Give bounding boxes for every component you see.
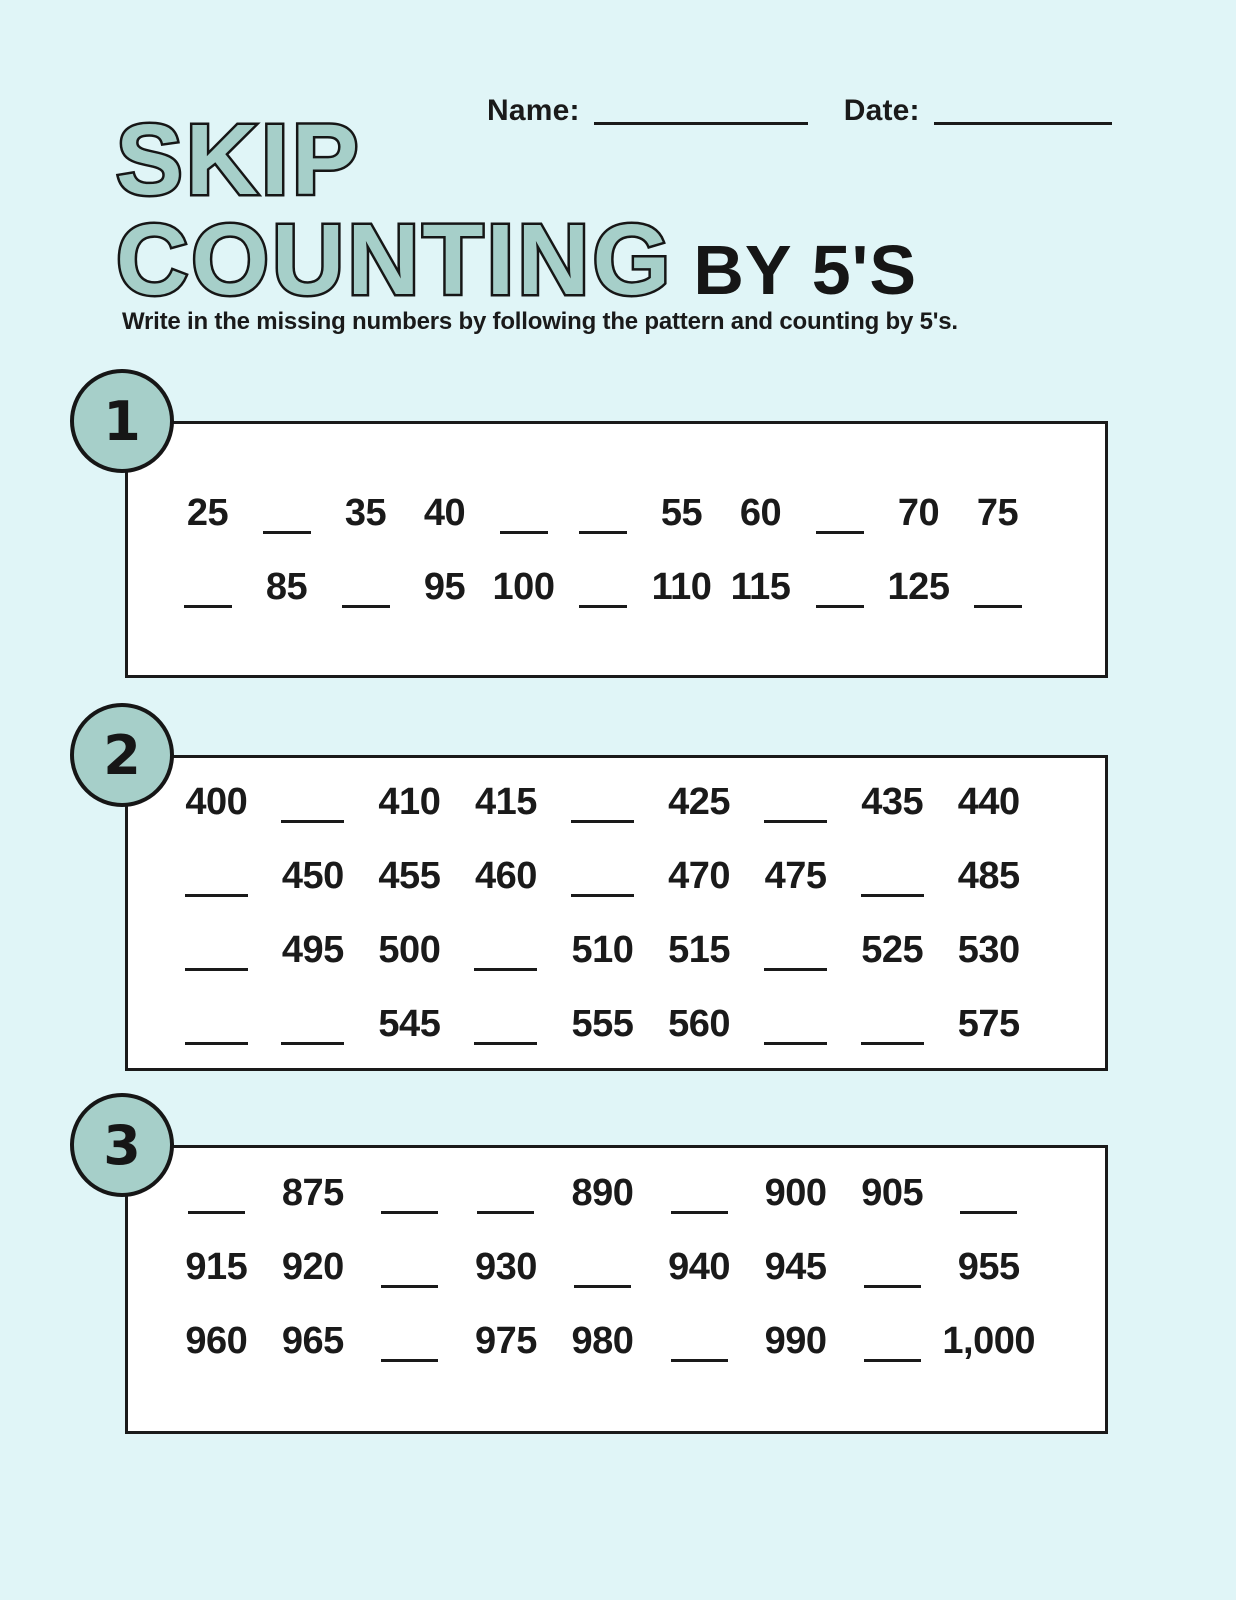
blank-cell bbox=[168, 1002, 265, 1046]
answer-blank bbox=[816, 605, 864, 608]
number-cell bbox=[265, 1171, 362, 1215]
blank-cell bbox=[168, 928, 265, 972]
blank-cell bbox=[326, 565, 405, 609]
number-value: 35 bbox=[344, 491, 387, 534]
answer-blank bbox=[185, 968, 248, 971]
answer-blank bbox=[960, 1211, 1017, 1214]
number-value: 110 bbox=[651, 565, 712, 608]
number-cell bbox=[747, 1319, 844, 1363]
blank-cell bbox=[844, 1002, 941, 1046]
number-value: 400 bbox=[185, 781, 248, 824]
number-value: 85 bbox=[265, 565, 308, 608]
number-value: 960 bbox=[185, 1320, 248, 1363]
number-cell bbox=[405, 565, 484, 609]
worksheet-box-2 bbox=[125, 755, 1108, 1071]
number-value: 455 bbox=[378, 855, 441, 898]
blank-cell bbox=[747, 780, 844, 824]
number-cell bbox=[958, 491, 1037, 535]
worksheet-section-3 bbox=[103, 1113, 1108, 1434]
answer-blank bbox=[574, 1285, 631, 1288]
number-cell bbox=[265, 1245, 362, 1289]
number-cell bbox=[361, 1002, 458, 1046]
number-cell bbox=[747, 1171, 844, 1215]
answer-blank bbox=[764, 1042, 827, 1045]
blank-cell bbox=[554, 780, 651, 824]
answer-blank bbox=[263, 531, 311, 534]
blank-cell bbox=[168, 854, 265, 898]
title-line2-solid: BY 5'S bbox=[693, 231, 918, 309]
blank-cell bbox=[554, 854, 651, 898]
answer-blank bbox=[671, 1359, 728, 1362]
number-cell bbox=[168, 491, 247, 535]
number-value: 955 bbox=[957, 1246, 1020, 1289]
number-cell bbox=[879, 491, 958, 535]
answer-blank bbox=[764, 968, 827, 971]
answer-blank bbox=[185, 1042, 248, 1045]
number-value: 95 bbox=[423, 565, 466, 608]
blank-cell bbox=[458, 928, 555, 972]
number-value: 975 bbox=[474, 1320, 537, 1363]
number-cell bbox=[642, 565, 721, 609]
number-value: 470 bbox=[668, 855, 730, 898]
number-value: 40 bbox=[423, 491, 466, 534]
date-label: Date: bbox=[843, 94, 920, 127]
answer-blank bbox=[281, 1042, 344, 1045]
title-line1: SKIP bbox=[116, 104, 362, 216]
number-cell bbox=[940, 854, 1037, 898]
number-value: 25 bbox=[186, 491, 229, 534]
blank-cell bbox=[747, 1002, 844, 1046]
number-cell bbox=[554, 928, 651, 972]
blank-cell bbox=[554, 1245, 651, 1289]
blank-cell bbox=[844, 854, 941, 898]
answer-blank bbox=[381, 1285, 438, 1288]
blank-cell bbox=[844, 1245, 941, 1289]
blank-cell bbox=[940, 1171, 1037, 1215]
blank-cell bbox=[247, 491, 326, 535]
number-value: 530 bbox=[957, 929, 1020, 972]
blank-cell bbox=[458, 1002, 555, 1046]
number-row bbox=[168, 854, 1037, 898]
answer-blank bbox=[381, 1211, 438, 1214]
number-cell bbox=[361, 780, 458, 824]
number-value: 560 bbox=[668, 1003, 730, 1046]
blank-cell bbox=[800, 491, 879, 535]
number-value: 1,000 bbox=[942, 1320, 1036, 1363]
number-value: 930 bbox=[474, 1246, 537, 1289]
number-row bbox=[168, 780, 1037, 824]
number-cell bbox=[940, 1245, 1037, 1289]
number-value: 485 bbox=[957, 855, 1020, 898]
number-cell bbox=[554, 1319, 651, 1363]
number-row bbox=[168, 1319, 1037, 1363]
answer-blank bbox=[861, 894, 924, 897]
number-value: 500 bbox=[378, 929, 441, 972]
answer-blank bbox=[571, 894, 634, 897]
number-cell bbox=[721, 565, 800, 609]
number-cell bbox=[747, 1245, 844, 1289]
answer-blank bbox=[185, 894, 248, 897]
number-cell bbox=[361, 928, 458, 972]
number-value: 100 bbox=[492, 565, 555, 608]
number-cell bbox=[879, 565, 958, 609]
number-value: 70 bbox=[897, 491, 940, 534]
number-value: 435 bbox=[861, 781, 924, 824]
section-number-badge: 1 bbox=[70, 369, 174, 473]
number-cell bbox=[844, 928, 941, 972]
answer-blank bbox=[184, 605, 232, 608]
number-value: 425 bbox=[668, 781, 730, 824]
number-cell bbox=[651, 1245, 748, 1289]
answer-blank bbox=[671, 1211, 728, 1214]
answer-blank bbox=[579, 605, 627, 608]
blank-cell bbox=[651, 1171, 748, 1215]
number-value: 545 bbox=[378, 1003, 441, 1046]
name-label: Name: bbox=[487, 94, 580, 127]
instructions-text: Write in the missing numbers by following the pattern and counting by 5's. bbox=[122, 308, 958, 335]
answer-blank bbox=[281, 820, 344, 823]
number-cell bbox=[940, 780, 1037, 824]
number-value: 440 bbox=[957, 781, 1020, 824]
number-value: 415 bbox=[474, 781, 537, 824]
worksheet-box-1 bbox=[125, 421, 1108, 678]
answer-blank bbox=[974, 605, 1022, 608]
answer-blank bbox=[477, 1211, 534, 1214]
blank-cell bbox=[747, 928, 844, 972]
worksheet-section-1 bbox=[103, 389, 1108, 678]
blank-cell bbox=[458, 1171, 555, 1215]
blank-cell bbox=[651, 1319, 748, 1363]
title-line2 bbox=[116, 204, 918, 316]
answer-blank bbox=[381, 1359, 438, 1362]
number-cell bbox=[405, 491, 484, 535]
blank-cell bbox=[265, 780, 362, 824]
number-row bbox=[168, 565, 1037, 609]
number-row bbox=[168, 1245, 1037, 1289]
number-value: 55 bbox=[660, 491, 703, 534]
blank-cell bbox=[563, 491, 642, 535]
answer-blank bbox=[764, 820, 827, 823]
number-value: 115 bbox=[730, 565, 791, 608]
number-value: 555 bbox=[571, 1003, 634, 1046]
answer-blank bbox=[571, 820, 634, 823]
number-row bbox=[168, 928, 1037, 972]
number-value: 525 bbox=[861, 929, 924, 972]
answer-blank bbox=[474, 968, 537, 971]
number-cell bbox=[651, 928, 748, 972]
number-value: 990 bbox=[764, 1320, 827, 1363]
number-value: 980 bbox=[571, 1320, 634, 1363]
number-cell bbox=[326, 491, 405, 535]
answer-blank bbox=[816, 531, 864, 534]
worksheet-section-2 bbox=[103, 723, 1108, 1071]
blank-cell bbox=[361, 1319, 458, 1363]
number-value: 575 bbox=[957, 1003, 1020, 1046]
blank-cell bbox=[844, 1319, 941, 1363]
number-cell bbox=[651, 854, 748, 898]
number-cell bbox=[940, 928, 1037, 972]
number-cell bbox=[458, 1245, 555, 1289]
number-value: 450 bbox=[281, 855, 344, 898]
section-number-badge: 2 bbox=[70, 703, 174, 807]
number-value: 920 bbox=[281, 1246, 344, 1289]
worksheet-box-3 bbox=[125, 1145, 1108, 1434]
number-cell bbox=[844, 1171, 941, 1215]
blank-cell bbox=[484, 491, 563, 535]
number-value: 900 bbox=[764, 1172, 827, 1215]
number-cell bbox=[168, 1319, 265, 1363]
date-blank-line bbox=[934, 122, 1112, 125]
number-value: 940 bbox=[668, 1246, 730, 1289]
number-value: 915 bbox=[185, 1246, 248, 1289]
blank-cell bbox=[168, 1171, 265, 1215]
number-cell bbox=[844, 780, 941, 824]
answer-blank bbox=[188, 1211, 245, 1214]
section-number-badge: 3 bbox=[70, 1093, 174, 1197]
blank-cell bbox=[958, 565, 1037, 609]
number-value: 410 bbox=[378, 781, 441, 824]
number-value: 515 bbox=[668, 929, 730, 972]
number-value: 60 bbox=[739, 491, 782, 534]
number-value: 905 bbox=[861, 1172, 924, 1215]
number-cell bbox=[265, 854, 362, 898]
number-value: 495 bbox=[281, 929, 344, 972]
number-row bbox=[168, 491, 1037, 535]
answer-blank bbox=[500, 531, 548, 534]
answer-blank bbox=[579, 531, 627, 534]
number-row bbox=[168, 1002, 1037, 1046]
number-cell bbox=[458, 1319, 555, 1363]
number-value: 890 bbox=[571, 1172, 634, 1215]
number-row bbox=[168, 1171, 1037, 1215]
answer-blank bbox=[861, 1042, 924, 1045]
blank-cell bbox=[800, 565, 879, 609]
number-cell bbox=[458, 854, 555, 898]
answer-blank bbox=[474, 1042, 537, 1045]
answer-blank bbox=[342, 605, 390, 608]
number-cell bbox=[554, 1002, 651, 1046]
number-value: 75 bbox=[976, 491, 1019, 534]
number-value: 965 bbox=[281, 1320, 344, 1363]
title-line2-outlined: COUNTING bbox=[116, 204, 674, 316]
number-value: 875 bbox=[281, 1172, 344, 1215]
number-cell bbox=[651, 780, 748, 824]
blank-cell bbox=[168, 565, 247, 609]
number-cell bbox=[168, 1245, 265, 1289]
number-cell bbox=[940, 1319, 1037, 1363]
number-cell bbox=[651, 1002, 748, 1046]
number-cell bbox=[484, 565, 563, 609]
answer-blank bbox=[864, 1359, 921, 1362]
number-value: 475 bbox=[764, 855, 827, 898]
number-cell bbox=[554, 1171, 651, 1215]
number-cell bbox=[247, 565, 326, 609]
number-cell bbox=[361, 854, 458, 898]
blank-cell bbox=[265, 1002, 362, 1046]
blank-cell bbox=[361, 1245, 458, 1289]
number-cell bbox=[168, 780, 265, 824]
number-cell bbox=[265, 928, 362, 972]
number-value: 945 bbox=[764, 1246, 827, 1289]
number-value: 460 bbox=[474, 855, 537, 898]
answer-blank bbox=[864, 1285, 921, 1288]
number-cell bbox=[721, 491, 800, 535]
number-value: 510 bbox=[571, 929, 634, 972]
number-value: 125 bbox=[887, 565, 950, 608]
blank-cell bbox=[361, 1171, 458, 1215]
number-cell bbox=[940, 1002, 1037, 1046]
number-cell bbox=[458, 780, 555, 824]
number-cell bbox=[747, 854, 844, 898]
blank-cell bbox=[563, 565, 642, 609]
number-cell bbox=[265, 1319, 362, 1363]
number-cell bbox=[642, 491, 721, 535]
